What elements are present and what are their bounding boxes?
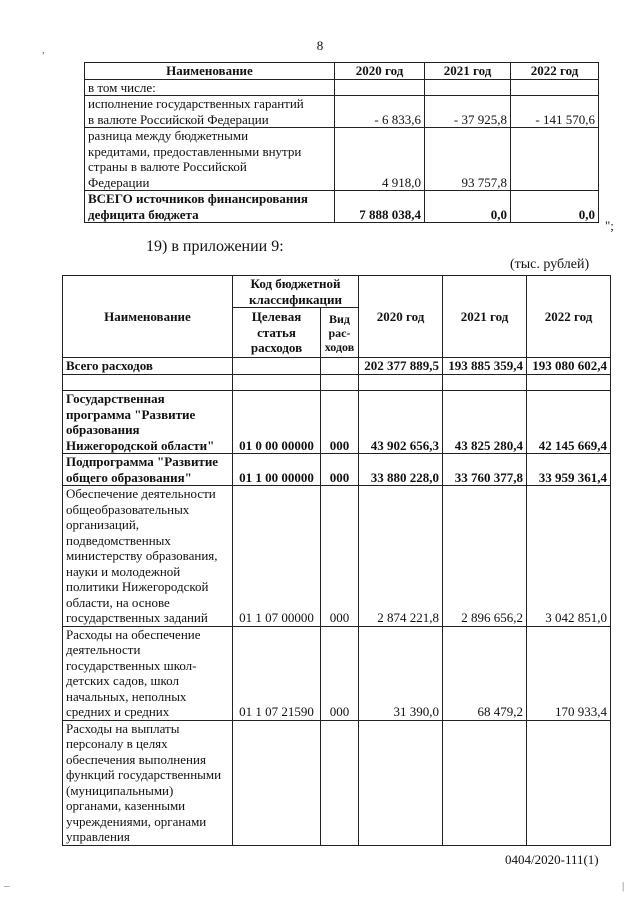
row-name-cell — [85, 191, 335, 223]
value-v2020: 7 888 038,4 — [335, 191, 425, 223]
financing-sources-table — [84, 62, 599, 223]
row-name-line: персоналу в целях — [66, 736, 168, 751]
table1-row — [85, 128, 599, 191]
row-name-line: разница между бюджетными — [88, 128, 249, 143]
table2-header-name: Наименование — [63, 276, 233, 358]
row-name-line: Расходы на выплаты — [66, 720, 180, 736]
target-code: 01 1 07 21590 — [233, 626, 321, 720]
row-name-line: области, на основе — [66, 594, 170, 610]
table2-row — [63, 626, 611, 720]
row-name-line: страны в валюте Российской — [88, 159, 247, 174]
expenditure-table — [62, 275, 611, 846]
table1-header-2020: 2020 год — [335, 63, 425, 80]
target-code — [233, 374, 321, 391]
row-name-cell — [63, 486, 233, 627]
expense-type — [321, 358, 359, 375]
value-v2022: 3 042 851,0 — [527, 486, 611, 627]
row-name-cell — [63, 358, 233, 375]
value-v2021: - 37 925,8 — [425, 96, 511, 128]
row-name-line: Расходы на обеспечение — [66, 626, 201, 642]
table2-row — [63, 454, 611, 486]
table2-header-code-group: Код бюджетной классификации — [233, 276, 359, 308]
value-v2020: 43 902 656,3 — [359, 391, 443, 454]
value-v2020: 4 918,0 — [335, 128, 425, 191]
table2-header-2020: 2020 год — [359, 276, 443, 358]
table1-closing-quote: "; — [605, 218, 614, 233]
value-v2022 — [511, 128, 599, 191]
value-v2020: 33 880 228,0 — [359, 454, 443, 486]
row-name-line: Нижегородской области" — [66, 437, 215, 453]
row-name-line: государственных школ- — [66, 657, 197, 673]
table2-header-target: Целевая статья расходов — [233, 308, 321, 358]
row-name-line: Федерации — [88, 174, 150, 190]
value-v2021: 68 479,2 — [443, 626, 527, 720]
row-name-cell — [63, 720, 233, 845]
value-v2020: 2 874 221,8 — [359, 486, 443, 627]
row-name-line: подведомственных — [66, 532, 171, 548]
expense-type — [321, 374, 359, 391]
target-code: 01 1 07 00000 — [233, 486, 321, 627]
row-name-cell — [85, 96, 335, 128]
value-v2021: 0,0 — [425, 191, 511, 223]
table1-row — [85, 191, 599, 223]
row-name-line: образования — [66, 422, 140, 437]
value-v2020 — [335, 79, 425, 96]
row-name-line: начальных, неполных — [66, 688, 187, 704]
row-name-line: обеспечения выполнения — [66, 751, 206, 767]
target-code — [233, 358, 321, 375]
table2-header-2022: 2022 год — [527, 276, 611, 358]
row-name-cell — [63, 391, 233, 454]
value-v2021 — [443, 720, 527, 845]
row-name-cell — [85, 79, 335, 96]
target-code — [233, 720, 321, 845]
row-name-line: управления — [66, 829, 130, 844]
table2-header-2021: 2021 год — [443, 276, 527, 358]
row-name-cell — [85, 128, 335, 191]
row-name-line: (муниципальными) — [66, 782, 174, 798]
row-name-line: министерству образования, — [66, 548, 218, 563]
value-v2020 — [359, 720, 443, 845]
value-v2020: - 6 833,6 — [335, 96, 425, 128]
expense-type — [321, 720, 359, 845]
row-name-line: Обеспечение деятельности — [66, 486, 216, 501]
row-name-line: общеобразовательных — [66, 501, 190, 517]
target-code: 01 0 00 00000 — [233, 391, 321, 454]
table1-row — [85, 96, 599, 128]
units-label: (тыс. рублей) — [510, 257, 590, 272]
value-v2022 — [527, 720, 611, 845]
value-v2021 — [443, 374, 527, 391]
row-name-cell — [63, 626, 233, 720]
row-name-line: учреждениями, органами — [66, 813, 207, 829]
target-code: 01 1 00 00000 — [233, 454, 321, 486]
table2-row — [63, 391, 611, 454]
scan-mark: , — [42, 44, 45, 56]
expense-type: 000 — [321, 391, 359, 454]
value-v2022 — [527, 374, 611, 391]
value-v2022: 33 959 361,4 — [527, 454, 611, 486]
table2-row — [63, 374, 611, 391]
table1-header-name: Наименование — [85, 63, 335, 80]
value-v2022 — [511, 79, 599, 96]
row-name-line: органами, казенными — [66, 798, 186, 813]
row-name-line: Государственная — [66, 391, 165, 406]
row-name-line: государственных заданий — [66, 610, 208, 625]
table2-row — [63, 358, 611, 375]
row-name-line: функций государственными — [66, 767, 222, 782]
row-name-cell — [63, 374, 233, 391]
value-v2020: 31 390,0 — [359, 626, 443, 720]
table1-row — [85, 79, 599, 96]
value-v2021: 2 896 656,2 — [443, 486, 527, 627]
expense-type: 000 — [321, 486, 359, 627]
row-name-line: программа "Развитие — [66, 406, 196, 422]
table2-header-row-1 — [63, 276, 611, 308]
row-name-line: науки и молодежной — [66, 563, 181, 579]
row-name-line: дефицита бюджета — [88, 206, 199, 222]
annex-9-heading: 19) в приложении 9: — [146, 238, 284, 255]
row-name-line: ВСЕГО источников финансирования — [88, 191, 308, 206]
value-v2021 — [425, 79, 511, 96]
table1-header-2021: 2021 год — [425, 63, 511, 80]
row-name-line — [66, 375, 229, 391]
row-name-line: средних и средних — [66, 704, 170, 719]
row-name-line: Подпрограмма "Развитие — [66, 454, 219, 469]
row-name-line: в том числе: — [88, 79, 156, 95]
scan-mark: – — [4, 880, 10, 892]
row-name-line: деятельности — [66, 642, 141, 657]
page-number: 8 — [316, 38, 324, 53]
table1-header-row — [85, 63, 599, 80]
row-name-line: детских садов, школ — [66, 673, 179, 688]
row-name-line: общего образования" — [66, 469, 192, 485]
value-v2021: 33 760 377,8 — [443, 454, 527, 486]
value-v2020 — [359, 374, 443, 391]
value-v2021: 193 885 359,4 — [443, 358, 527, 375]
row-name-line: политики Нижегородской — [66, 579, 209, 594]
row-name-line: в валюте Российской Федерации — [88, 111, 269, 127]
row-name-line: организаций, — [66, 517, 140, 532]
value-v2022: 170 933,4 — [527, 626, 611, 720]
value-v2022: 42 145 669,4 — [527, 391, 611, 454]
scan-mark: | — [622, 880, 625, 892]
value-v2020: 202 377 889,5 — [359, 358, 443, 375]
document-code: 0404/2020-111(1) — [505, 852, 599, 867]
row-name-cell — [63, 454, 233, 486]
table2-header-type: Вид рас-ходов — [321, 308, 359, 358]
row-name-line: исполнение государственных гарантий — [88, 96, 304, 111]
table2-row — [63, 720, 611, 845]
value-v2022: - 141 570,6 — [511, 96, 599, 128]
expense-type: 000 — [321, 626, 359, 720]
row-name-line: Всего расходов — [66, 358, 153, 373]
expense-type: 000 — [321, 454, 359, 486]
row-name-line: кредитами, предоставленными внутри — [88, 143, 302, 159]
table1-header-2022: 2022 год — [511, 63, 599, 80]
value-v2022: 193 080 602,4 — [527, 358, 611, 375]
value-v2021: 43 825 280,4 — [443, 391, 527, 454]
table2-row — [63, 486, 611, 627]
value-v2022: 0,0 — [511, 191, 599, 223]
value-v2021: 93 757,8 — [425, 128, 511, 191]
